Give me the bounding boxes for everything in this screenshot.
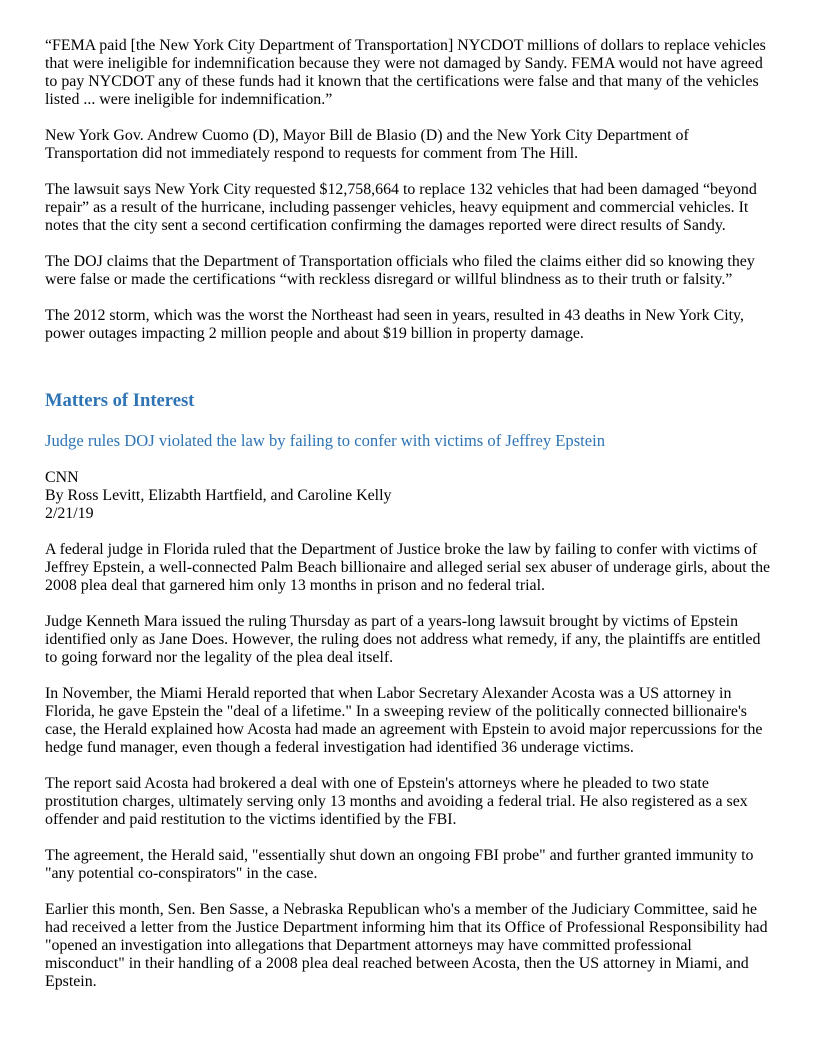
article-paragraph: Judge Kenneth Mara issued the ruling Thursday as part of a years-long lawsuit brought by victims of Epstein identified only as Jane Does. However, the ruling does not address what remedy, if any, the plaintiffs are entitled to going forward nor the legality of the plea deal itself. bbox=[45, 613, 761, 666]
article-source: CNN bbox=[45, 469, 79, 486]
article-body bbox=[45, 541, 775, 991]
intro-paragraph: “FEMA paid [the New York City Department of Transportation] NYCDOT millions of dollars to replace vehicles that were ineligible for indemnification because they were not damaged by Sandy. FEMA would not have agreed to pay NYCDOT any of these funds had it known that the certifications were false and that many of the vehicles listed ... were ineligible for indemnification.” bbox=[45, 37, 766, 108]
intro-paragraph: The DOJ claims that the Department of Transportation officials who filed the claims either did so knowing they were false or made the certifications “with reckless disregard or willful blindness as to their truth or falsity.” bbox=[45, 253, 755, 288]
intro-section bbox=[45, 37, 775, 343]
article-headline-link[interactable]: Judge rules DOJ violated the law by failing to confer with victims of Jeffrey Epstein bbox=[45, 431, 606, 450]
article-paragraph: The agreement, the Herald said, "essentially shut down an ongoing FBI probe" and further granted immunity to "any potential co-conspirators" in the case. bbox=[45, 847, 754, 882]
article-paragraph: A federal judge in Florida ruled that the Department of Justice broke the law by failing to confer with victims of Jeffrey Epstein, a well-connected Palm Beach billionaire and alleged serial sex abuser of underage girls, about the 2008 plea deal that garnered him only 13 months in prison and no federal trial. bbox=[45, 541, 771, 594]
article-paragraph: In November, the Miami Herald reported that when Labor Secretary Alexander Acosta was a US attorney in Florida, he gave Epstein the "deal of a lifetime." In a sweeping review of the politically connected billionaire's case, the Herald explained how Acosta had made an agreement with Epstein to avoid major repercussions for the hedge fund manager, even though a federal investigation had identified 36 underage victims. bbox=[45, 685, 763, 756]
intro-paragraph: The 2012 storm, which was the worst the Northeast had seen in years, resulted in 43 deaths in New York City, power outages impacting 2 million people and about $19 billion in property damage. bbox=[45, 307, 744, 342]
article-paragraph: The report said Acosta had brokered a deal with one of Epstein's attorneys where he pleaded to two state prostitution charges, ultimately serving only 13 months and avoiding a federal trial. He also registered as a sex offender and paid restitution to the victims identified by the FBI. bbox=[45, 775, 748, 828]
section-title: Matters of Interest bbox=[45, 390, 195, 411]
article-byline: By Ross Levitt, Elizabth Hartfield, and Caroline Kelly bbox=[45, 487, 392, 504]
intro-paragraph: The lawsuit says New York City requested $12,758,664 to replace 132 vehicles that had been damaged “beyond repair” as a result of the hurricane, including passenger vehicles, heavy equipment and commercial vehicles. It notes that the city sent a second certification confirming the damages reported were direct results of Sandy. bbox=[45, 181, 757, 234]
intro-paragraph: New York Gov. Andrew Cuomo (D), Mayor Bill de Blasio (D) and the New York City Department of Transportation did not immediately respond to requests for comment from The Hill. bbox=[45, 127, 689, 162]
article-date: 2/21/19 bbox=[45, 505, 94, 522]
document-page bbox=[45, 37, 775, 1009]
article-paragraph: Earlier this month, Sen. Ben Sasse, a Nebraska Republican who's a member of the Judiciary Committee, said he had received a letter from the Justice Department informing him that its Office of Professional Responsibility had "opened an investigation into allegations that Department attorneys may have committed professional misconduct" in their handling of a 2008 plea deal reached between Acosta, then the US attorney in Miami, and Epstein. bbox=[45, 901, 768, 990]
article-meta bbox=[45, 469, 775, 523]
